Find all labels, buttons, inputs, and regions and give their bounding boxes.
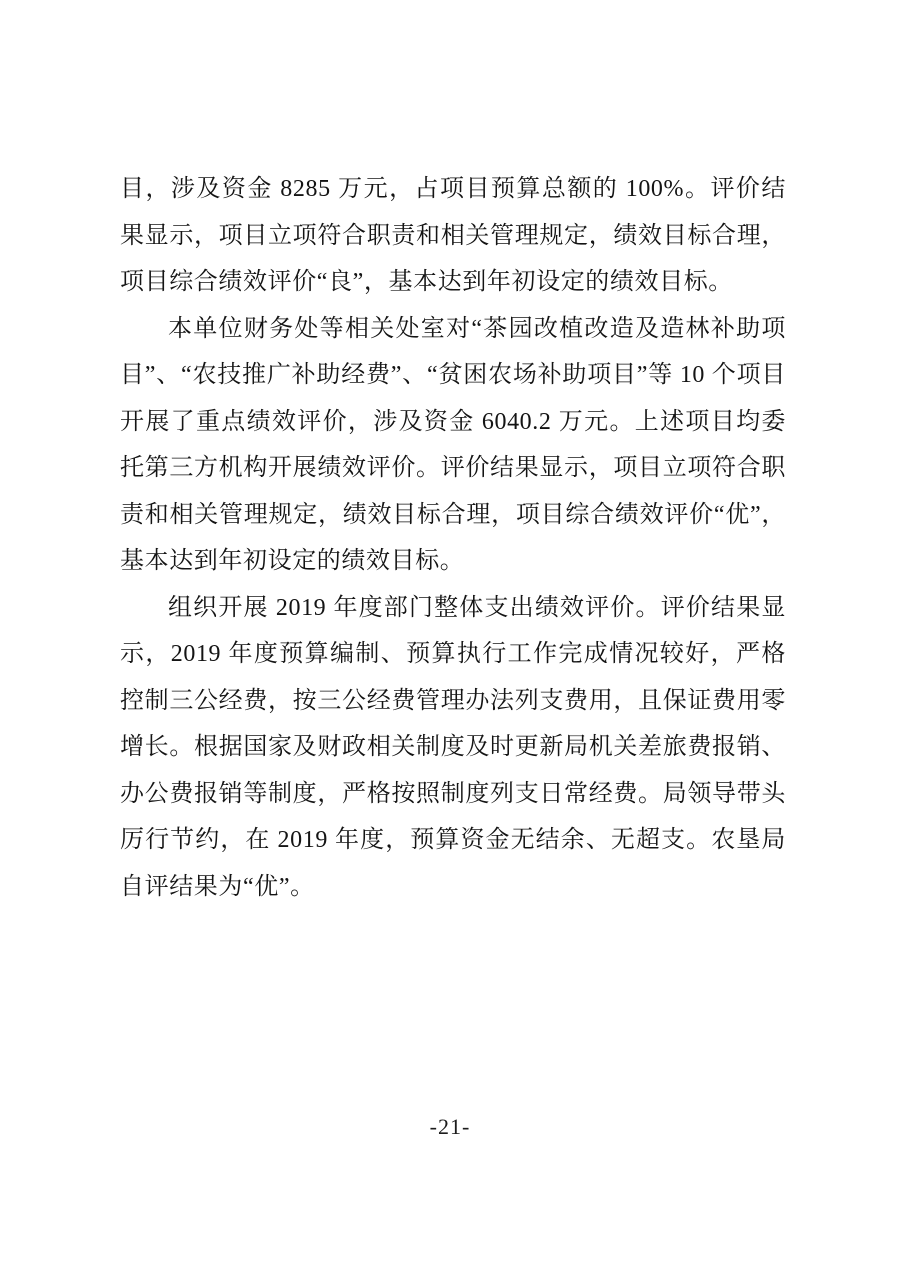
- paragraph-overall-evaluation: 组织开展 2019 年度部门整体支出绩效评价。评价结果显示，2019 年度预算编制、预算执行工作完成情况较好，严格控制三公经费，按三公经费管理办法列支费用，且保证费用零增长。根据国家及财政相关制度及时更新局机关差旅费报销、办公费报销等制度，严格按照制度列支日常经费。局领导带头厉行节约，在 2019 年度，预算资金无结余、无超支。农垦局自评结果为“优”。: [120, 594, 786, 900]
- paragraph-continuation: 目，涉及资金 8285 万元，占项目预算总额的 100%。评价结果显示，项目立项符合职责和相关管理规定，绩效目标合理，项目综合绩效评价“良”，基本达到年初设定的绩效目标。: [120, 176, 786, 295]
- paragraph-key-evaluation: 本单位财务处等相关处室对“茶园改植改造及造林补助项目”、“农技推广补助经费”、“贫困农场补助项目”等 10 个项目开展了重点绩效评价，涉及资金 6040.2 万元。上述项目均委托第三方机构开展绩效评价。评价结果显示，项目立项符合职责和相关管理规定，绩效目标合理，项目综合绩效评价“优”，基本达到年初设定的绩效目标。: [120, 315, 786, 574]
- page-body-text: [120, 166, 786, 910]
- page-number: -21-: [429, 1114, 471, 1139]
